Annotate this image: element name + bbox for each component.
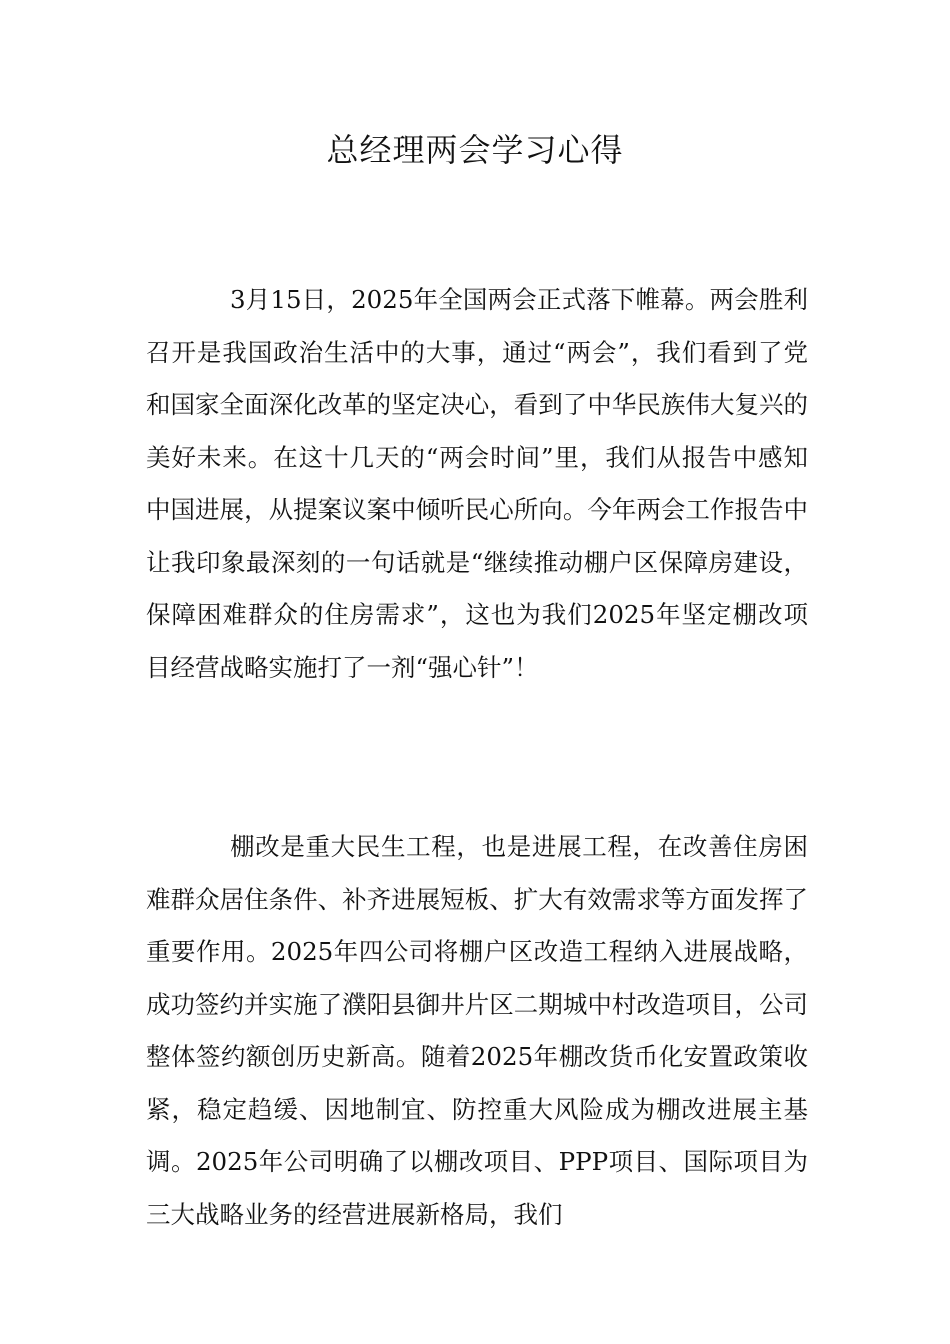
paragraph-2: 棚改是重大民生工程，也是进展工程，在改善住房困难群众居住条件、补齐进展短板、扩大有效需求等方面发挥了重要作用。2025年四公司将棚户区改造工程纳入进展战略，成功签约并实施了濮阳县御井片区二期城中村改造项目，公司整体签约额创历史新高。随着2025年棚改货币化安置政策收紧，稳定趋缓、因地制宜、防控重大风险成为棚改进展主基调。2025年公司明确了以棚改项目、PPP项目、国际项目为三大战略业务的经营进展新格局，我们 bbox=[146, 832, 808, 1229]
document-title: 总经理两会学习心得 bbox=[326, 131, 624, 169]
paragraph-1: 3月15日，2025年全国两会正式落下帷幕。两会胜利召开是我国政治生活中的大事，通过“两会”，我们看到了党和国家全面深化改革的坚定决心，看到了中华民族伟大复兴的美好未来。在这十几天的“两会时间”里，我们从报告中感知中国进展，从提案议案中倾听民心所向。今年两会工作报告中让我印象最深刻的一句话就是“继续推动棚户区保障房建设，保障困难群众的住房需求”，这也为我们2025年坚定棚改项目经营战略实施打了一剂“强心针”！ bbox=[146, 285, 808, 682]
